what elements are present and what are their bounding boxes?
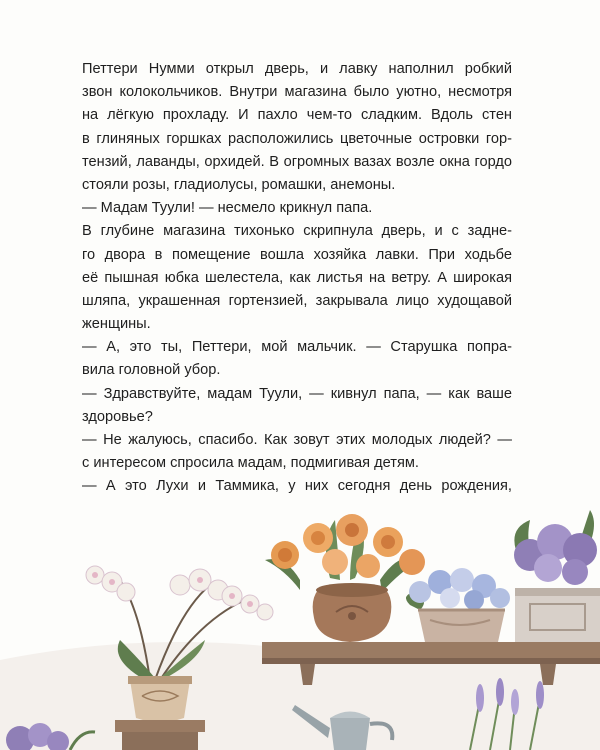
story-line: стояли розы, гладиолусы, ромашки, анемоны. — [82, 176, 396, 193]
story-line: тензий, лаванды, орхидей. В огромных вазах возле окна гордо — [82, 153, 512, 170]
story-line: её пышная юбка шелестела, как листья на ветру. А широкая — [82, 269, 512, 286]
story-line: — А, это ты, Петтери, мой мальчик. — Старушка попра- — [82, 339, 512, 356]
story-line: В глубине магазина тихонько скрипнула дверь, и с задне- — [82, 223, 512, 240]
story-line: — Мадам Туули! — несмело крикнул папа. — [82, 200, 373, 217]
flower-shop-illustration — [0, 500, 600, 750]
story-line: в глиняных горшках расположились цветочные островки гор- — [82, 130, 512, 147]
story-line: на лёгкую прохладу. И пахло чем-то сладким. Вдоль стен — [82, 107, 512, 124]
story-line: — А это Лухи и Таммика, у них сегодня день рождения, — [82, 478, 512, 495]
story-line: — Не жалуюсь, спасибо. Как зовут этих молодых людей? — — [82, 432, 512, 448]
story-line: звон колокольчиков. Внутри магазина было уютно, несмотря — [82, 84, 512, 101]
story-line: здоровье? — [82, 408, 153, 425]
story-line: Петтери Нумми открыл дверь, и лавку наполнил робкий — [82, 61, 512, 77]
story-line: вила головной убор. — [82, 362, 221, 379]
story-text — [82, 58, 512, 545]
story-line: — Здравствуйте, мадам Туули, — кивнул папа, — как ваше — [82, 385, 512, 402]
story-line: шляпа, украшенная гортензией, закрывала лицо худощавой — [82, 292, 512, 309]
story-line: с интересом спросила мадам, подмигивая детям. — [82, 455, 419, 472]
story-line: го двора в помещение вошла хозяйка лавки. При ходьбе — [82, 246, 512, 263]
story-line: женщины. — [82, 316, 151, 333]
